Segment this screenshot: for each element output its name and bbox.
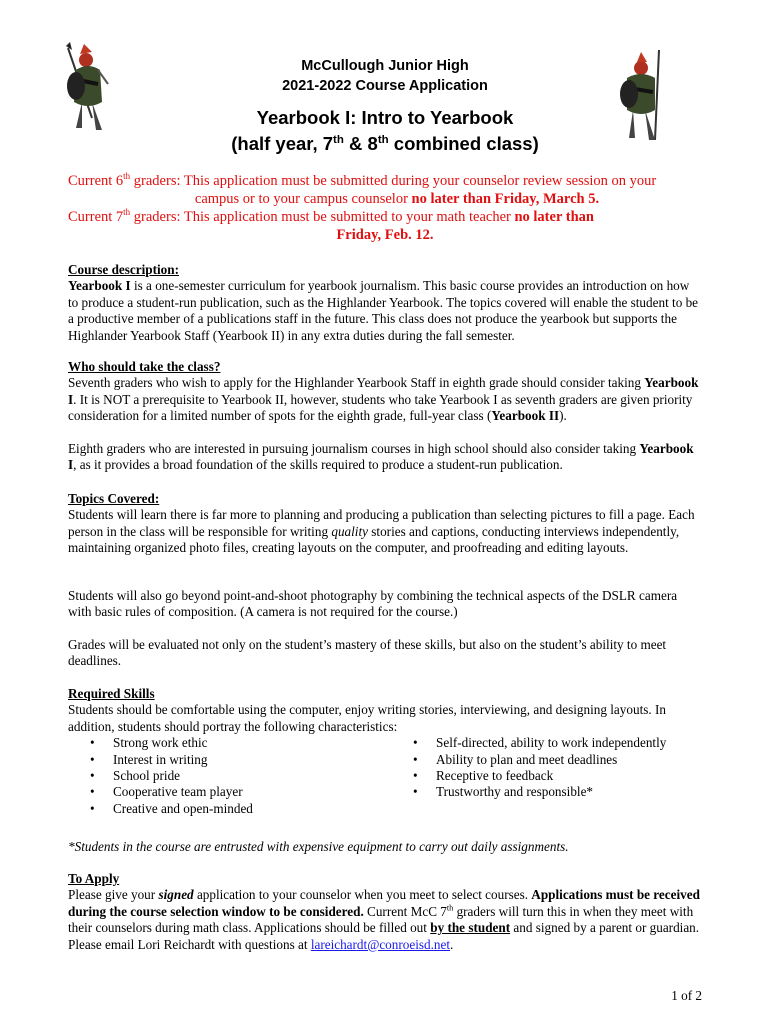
to-apply-text: Please give your signed application to your counselor when you meet to select courses. Applications must be received during the course selection window to be considered. Current McC 7th graders will turn this in when they meet with their counselors during math class. Applications should be filled out by the student and signed by a parent or guardian. Please email Lori Reichardt with questions at lareichardt@conroeisd.net.: [68, 887, 700, 952]
school-name: McCullough Junior High: [301, 58, 469, 74]
course-title: Yearbook I: Intro to Yearbook: [256, 107, 514, 128]
skill-label: School pride: [113, 768, 181, 784]
skill-right-item: [413, 768, 700, 784]
email-link[interactable]: lareichardt@conroeisd.net: [310, 936, 451, 952]
skill-label: Cooperative team player: [113, 784, 243, 800]
skill-left-item: [68, 768, 413, 784]
bullet-icon: •: [90, 735, 95, 751]
topics-text: Students will learn there is far more to planning and producing a publication than selecting pictures to fill a page. Each person in the class will be responsible for writing quality stories and captions, conducting interviews independently, maintaining organized photo files, creating layouts on the computer, and proofreading and editing layouts.: [68, 507, 695, 556]
who-should-take-section: [68, 359, 700, 425]
page-number: 1 of 2: [671, 988, 702, 1003]
to-apply-heading: To Apply: [68, 871, 120, 886]
bullet-icon: •: [90, 800, 95, 816]
who-should-take-heading: Who should take the class?: [68, 359, 221, 374]
skill-label: Ability to plan and meet deadlines: [436, 751, 618, 767]
bullet-icon: •: [90, 768, 95, 784]
notice-line-2: campus or to your campus counselor no later than Friday, March 5.: [194, 191, 600, 207]
topics-heading: Topics Covered:: [68, 491, 160, 506]
skill-left-item: [68, 752, 413, 768]
bullet-icon: •: [413, 751, 418, 767]
topics-section: [68, 491, 700, 557]
skill-label: Trustworthy and responsible*: [436, 784, 594, 800]
skill-right-item: [413, 735, 700, 751]
notice-line-3: Current 7th graders: This application must be submitted to your math teacher no later than: [68, 207, 594, 225]
notice-line-4: Friday, Feb. 12.: [336, 227, 434, 243]
who-seventh-graders-text: Seventh graders who wish to apply for the Highlander Yearbook Staff in eighth grade should consider taking Yearbook I. It is NOT a prerequisite to Yearbook II, however, students who take Yearbook I as seventh graders are given priority consideration for a limited number of spots for the eighth grade, full-year class (Yearbook II).: [68, 375, 699, 424]
skills-list-left: [68, 735, 413, 817]
skills-lists: [68, 735, 700, 817]
skill-left-item: [68, 801, 413, 817]
bullet-icon: •: [413, 735, 418, 751]
notice-line-1: Current 6th graders: This application must be submitted during your counselor review session on your: [68, 171, 657, 189]
skill-label: Strong work ethic: [113, 735, 208, 751]
course-subtitle: (half year, 7th & 8th combined class): [231, 133, 539, 154]
to-apply-section: [68, 871, 700, 953]
required-skills-heading: Required Skills: [68, 686, 155, 701]
skill-label: Creative and open-minded: [113, 800, 253, 816]
equipment-footnote: *Students in the course are entrusted with expensive equipment to carry out daily assignments.: [68, 839, 569, 854]
topics-grades-text: Grades will be evaluated not only on the student’s mastery of these skills, but also on the student’s ability to meet deadlines.: [68, 637, 667, 669]
bullet-icon: •: [413, 768, 418, 784]
course-description-text: Yearbook I is a one-semester curriculum for yearbook journalism. This basic course provides an introduction on how to produce a student-run publication, such as the Highlander Yearbook. The topics covered will enable the student to be a productive member of a publications staff in the future. This class does not produce the yearbook but supports the Highlander Yearbook Staff (Yearbook II) in any extra duties during the fall semester.: [68, 278, 699, 343]
skill-label: Receptive to feedback: [436, 768, 554, 784]
required-skills-intro: Students should be comfortable using the computer, enjoy writing stories, interviewing, and designing layouts. In addition, students should portray the following characteristics:: [68, 702, 666, 734]
skill-right-item: [413, 752, 700, 768]
course-description-heading: Course description:: [68, 262, 179, 277]
skill-label: Interest in writing: [113, 751, 208, 767]
skills-list-right: [413, 735, 700, 817]
bullet-icon: •: [413, 784, 418, 800]
skill-left-item: [68, 735, 413, 751]
bullet-icon: •: [90, 751, 95, 767]
skill-left-item: [68, 784, 413, 800]
bullet-icon: •: [90, 784, 95, 800]
skill-right-item: [413, 784, 700, 800]
application-year: 2021-2022 Course Application: [282, 78, 488, 94]
topics-photography-text: Students will also go beyond point-and-shoot photography by combining the technical aspects of the DSLR camera with basic rules of composition. (A camera is not required for the course.): [68, 588, 678, 620]
skill-label: Self-directed, ability to work independently: [436, 735, 667, 751]
required-skills-section: [68, 686, 700, 817]
course-description-section: [68, 262, 700, 344]
who-eighth-graders-text: Eighth graders who are interested in pursuing journalism courses in high school should also consider taking Yearbook I, as it provides a broad foundation of the skills required to produce a student-run publication.: [68, 441, 694, 473]
